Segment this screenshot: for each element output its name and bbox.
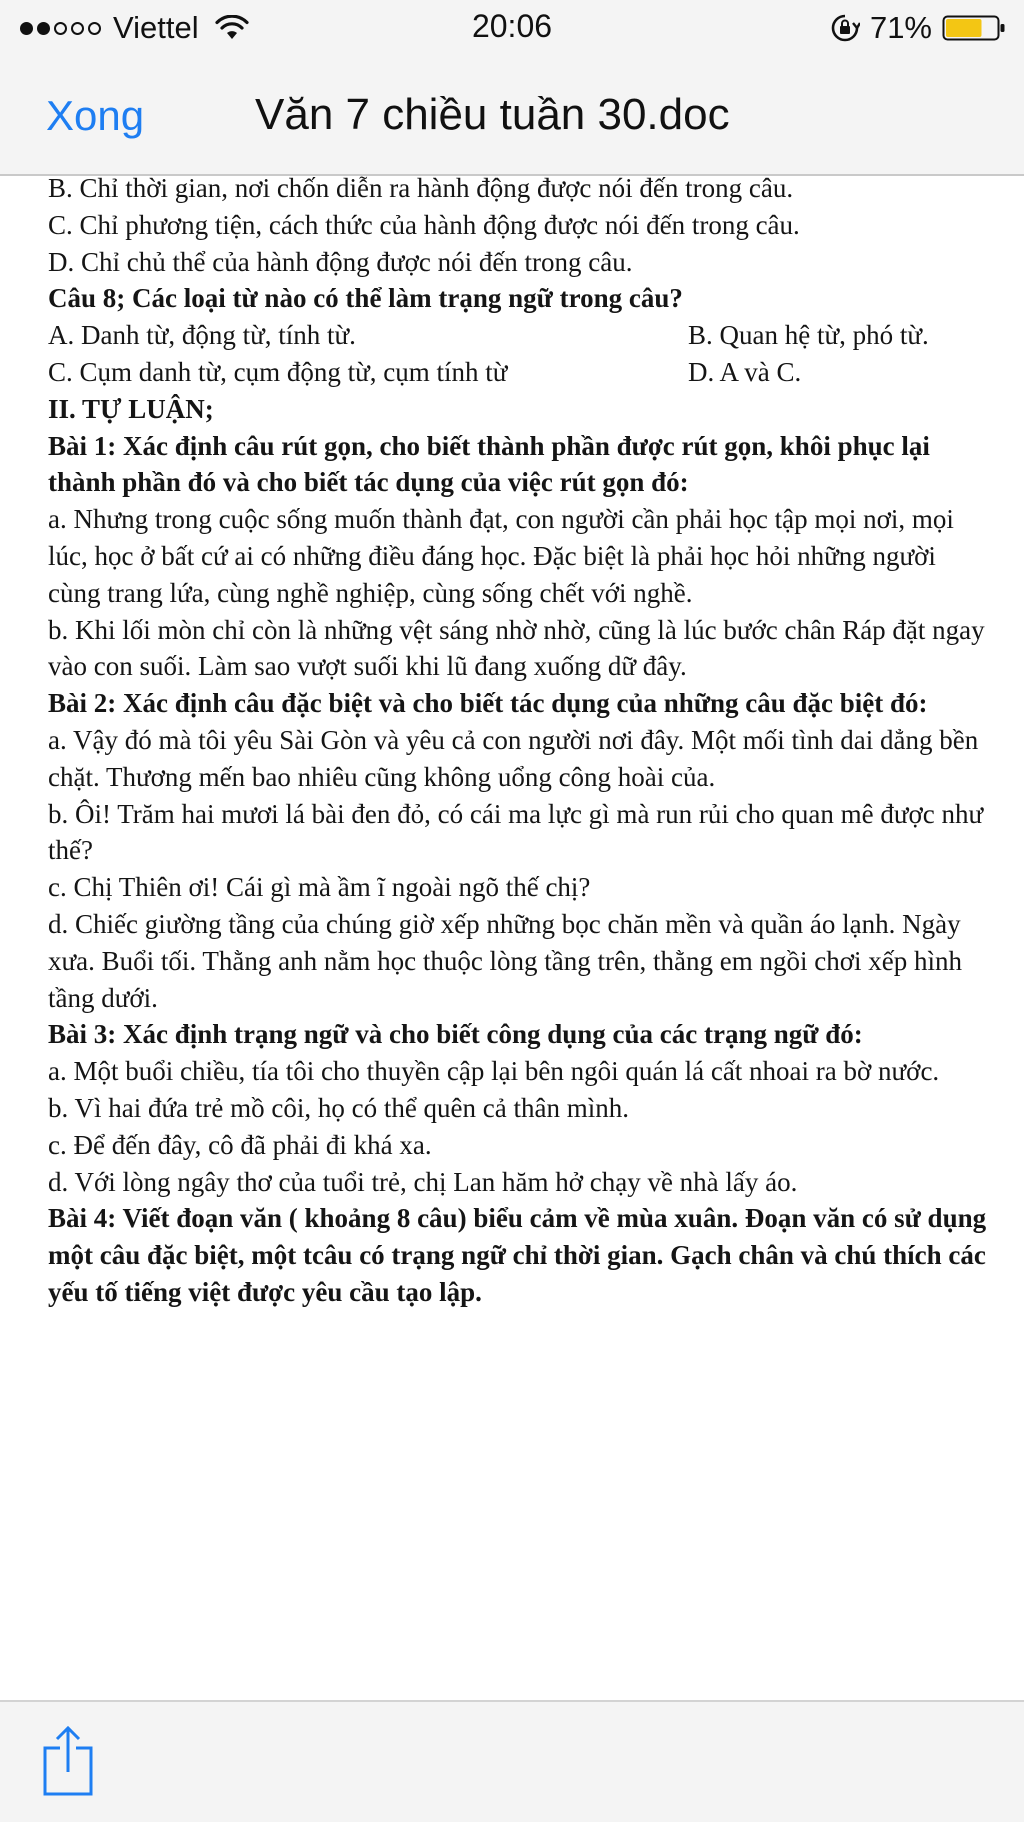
navigation-bar [0,56,1024,176]
question-8-option-d: D. A và C. [688,356,802,387]
battery-icon [942,13,1006,43]
status-right [830,10,1006,46]
exercise-1-item-b: b. Khi lối mòn chỉ còn là những vệt sáng nhờ nhờ, cũng là lúc bước chân Ráp đặt ngay vào con suối. Làm sao vượt suối khi lũ đang xuống dữ đây. [48,614,985,682]
exercise-1-heading: Bài 1: Xác định câu rút gọn, cho biết thành phần được rút gọn, khôi phục lại thành phần đó và cho biết tác dụng của việc rút gọn đó: [48,430,930,498]
document-content [48,176,988,1311]
carrier-name: Viettel [113,10,199,45]
exercise-2-item-a: a. Vậy đó mà tôi yêu Sài Gòn và yêu cả con người nơi đây. Một mối tình dai dẳng bền chặt. Thương mến bao nhiêu cũng không uổng công hoài của. [48,724,979,792]
share-icon[interactable] [40,1724,96,1796]
question-8-options-row-1 [48,317,988,354]
document-title: Văn 7 chiều tuần 30.doc [255,90,730,139]
done-button[interactable]: Xong [46,92,145,139]
exercise-2-item-b: b. Ôi! Trăm hai mươi lá bài đen đỏ, có cái ma lực gì mà run rủi cho quan mê được như thế? [48,798,984,866]
section-2-heading: II. TỰ LUẬN; [48,393,214,424]
battery-fill [946,19,982,37]
exercise-3-heading: Bài 3: Xác định trạng ngữ và cho biết công dụng của các trạng ngữ đó: [48,1019,863,1050]
question-7-option-c: C. Chỉ phương tiện, cách thức của hành động được nói đến trong câu. [48,209,800,240]
battery-percent: 71% [869,10,932,45]
question-8-heading: Câu 8; Các loại từ nào có thể làm trạng ngữ trong câu? [48,283,683,314]
exercise-4-heading: Bài 4: Viết đoạn văn ( khoảng 8 câu) biểu cảm về mùa xuân. Đoạn văn có sử dụng một câu đặc biệt, một tcâu có trạng ngữ chỉ thời gian. Gạch chân và chú thích các yếu tố tiếng việt được yêu cầu tạo lập. [48,1203,987,1307]
question-7-option-d: D. Chỉ chủ thể của hành động được nói đến trong câu. [48,246,633,277]
exercise-2-item-c: c. Chị Thiên ơi! Cái gì mà ầm ĩ ngoài ngõ thế chị? [48,872,591,903]
exercise-3-item-b: b. Vì hai đứa trẻ mồ côi, họ có thể quên cả thân mình. [48,1092,629,1123]
exercise-3-item-a: a. Một buổi chiều, tía tôi cho thuyền cập lại bên ngôi quán lá cất nhoai ra bờ nước. [48,1056,940,1087]
question-8-option-c: C. Cụm danh từ, cụm động từ, cụm tính từ [48,356,508,387]
question-8-options-row-2 [48,354,988,391]
question-7-option-b: B. Chỉ thời gian, nơi chốn diễn ra hành động được nói đến trong câu. [48,176,794,203]
rotation-lock-icon [830,13,860,43]
exercise-1-item-a: a. Nhưng trong cuộc sống muốn thành đạt, con người cần phải học tập mọi nơi, mọi lúc, học ở bất cứ ai có những điều đáng học. Đặc biệt là phải học hỏi những người cùng trang lứa, cùng nghề nghiệp, cùng sống chết với nghề. [48,504,954,608]
status-bar [0,0,1024,56]
exercise-3-item-d: d. Với lòng ngây thơ của tuổi trẻ, chị Lan hăm hở chạy về nhà lấy áo. [48,1166,798,1197]
bottom-toolbar [0,1700,1024,1822]
status-time: 20:06 [471,8,553,44]
document-viewer[interactable] [0,176,1024,1700]
exercise-2-item-d: d. Chiếc giường tầng của chúng giờ xếp những bọc chăn mền và quần áo lạnh. Ngày xưa. Buổi tối. Thằng anh nằm học thuộc lòng tầng trên, thằng em ngồi chơi xếp hình tầng dưới. [48,908,962,1013]
question-8-option-b: B. Quan hệ từ, phó từ. [688,320,929,351]
question-8-option-a: A. Danh từ, động từ, tính từ. [48,320,356,351]
exercise-3-item-c: c. Để đến đây, cô đã phải đi khá xa. [48,1129,432,1160]
exercise-2-heading: Bài 2: Xác định câu đặc biệt và cho biết tác dụng của những câu đặc biệt đó: [48,688,928,719]
